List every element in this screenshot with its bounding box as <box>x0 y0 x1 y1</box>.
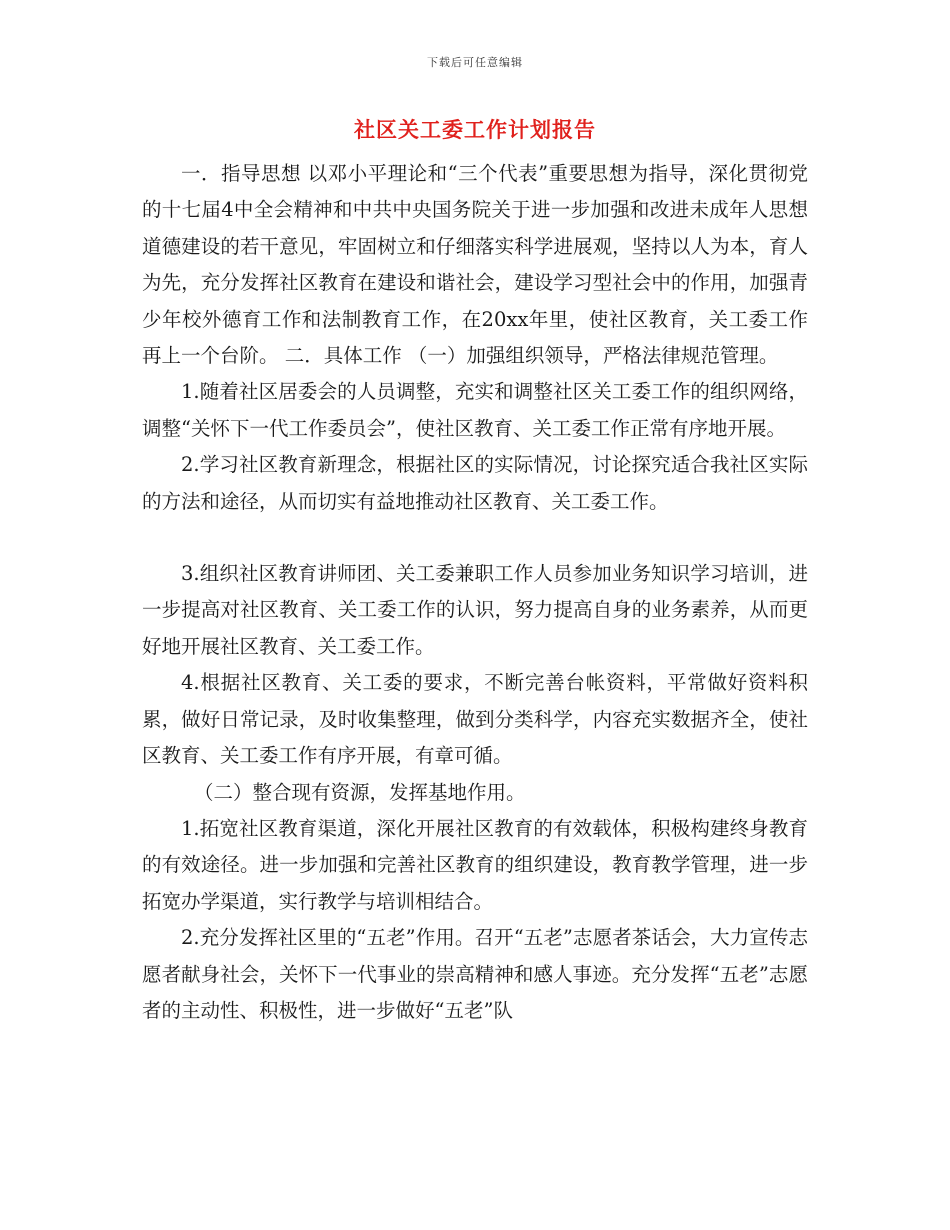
header-note: 下载后可任意编辑 <box>427 56 523 69</box>
paragraph-item-4: 4.根据社区教育、关工委的要求，不断完善台帐资料，平常做好资料积累，做好日常记录，及时收集整理，做到分类科学，内容充实数据齐全，使社区教育、关工委工作有序开展，有章可循。 <box>142 671 808 768</box>
document-title: 社区关工委工作计划报告 <box>354 117 596 142</box>
paragraph-guiding-ideology: 一．指导思想 以邓小平理论和“三个代表”重要思想为指导，深化贯彻党的十七届4中全会精神和中共中央国务院关于进一步加强和改进未成年人思想道德建设的若干意见，牢固树立和仔细落实科学进展观，坚持以人为本，育人为先，充分发挥社区教育在建设和谐社会，建设学习型社会中的作用，加强青少年校外德育工作和法制教育工作，在20xx年里，使社区教育，关工委工作再上一个台阶。 二．具体工作 （一）加强组织领导，严格法律规范管理。 <box>142 162 808 368</box>
paragraph-item-2: 2.学习社区教育新理念，根据社区的实际情况，讨论探究适合我社区实际的方法和途径，从而切实有益地推动社区教育、关工委工作。 <box>142 453 808 513</box>
paragraph-item-1: 1.随着社区居委会的人员调整，充实和调整社区关工委工作的组织网络，调整“关怀下一代工作委员会”，使社区教育、关工委工作正常有序地开展。 <box>142 380 808 440</box>
paragraph-item-3: 3.组织社区教育讲师团、关工委兼职工作人员参加业务知识学习培训，进一步提高对社区教育、关工委工作的认识，努力提高自身的业务素养，从而更好地开展社区教育、关工委工作。 <box>142 562 808 658</box>
paragraph-section2-item-1: 1.拓宽社区教育渠道，深化开展社区教育的有效载体，积极构建终身教育的有效途径。进一步加强和完善社区教育的组织建设，教育教学管理，进一步拓宽办学渠道，实行教学与培训相结合。 <box>142 816 808 913</box>
section-heading-2: （二）整合现有资源，发挥基地作用。 <box>194 780 526 804</box>
document-body <box>142 156 808 1029</box>
paragraph-section2-item-2: 2.充分发挥社区里的“五老”作用。召开“五老”志愿者茶话会，大力宣传志愿者献身社会，关怀下一代事业的崇高精神和感人事迹。充分发挥“五老”志愿者的主动性、积极性，进一步做好“五老”队 <box>142 926 808 1022</box>
